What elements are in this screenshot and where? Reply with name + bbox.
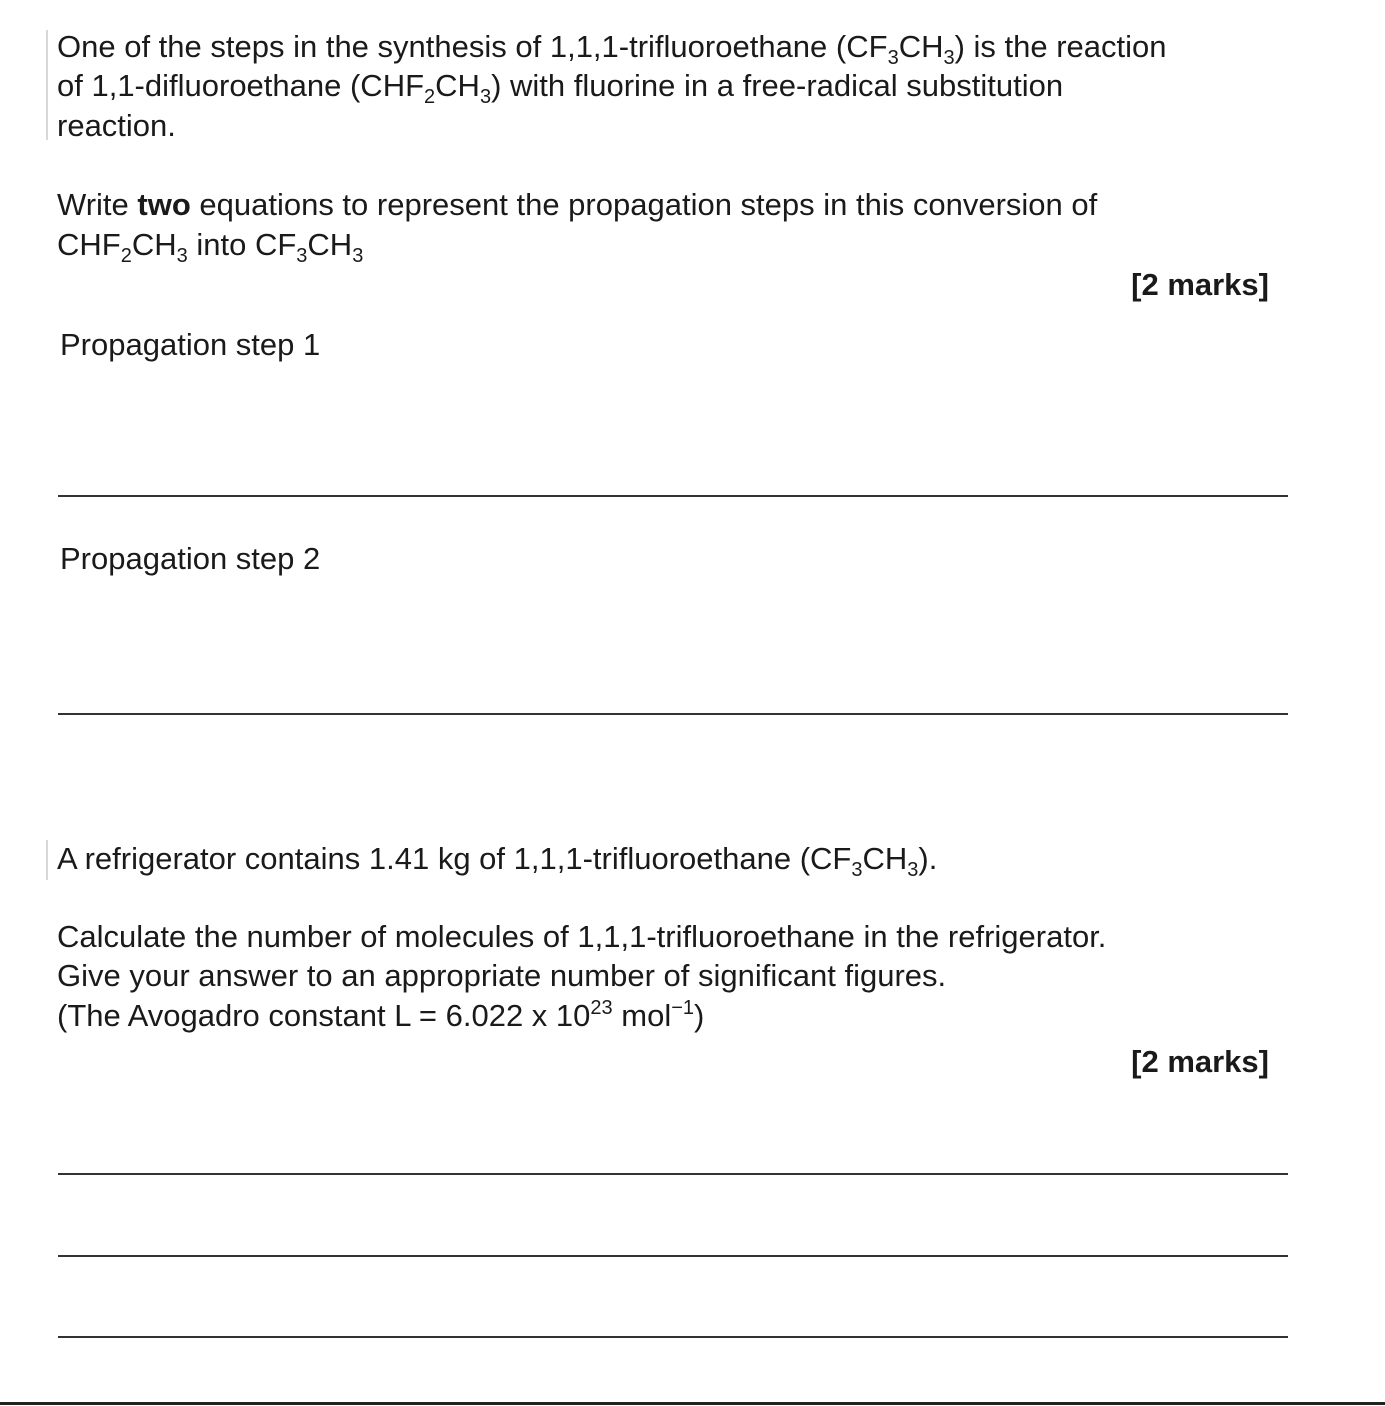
emphasis-two: two xyxy=(137,187,191,222)
calculate-line-1: Calculate the number of molecules of 1,1,1-trifluoroethane in the refrigerator. xyxy=(57,919,1107,954)
answer-line-calc-3[interactable] xyxy=(58,1336,1288,1338)
instruction-line-2: $CHF_2CH_3$ into $CF_3CH_3$ xyxy=(57,227,364,267)
question-intro-line-1: One of the steps in the synthesis of 1,1,1-trifluoroethane $(CF_3CH_3)$ is the reaction xyxy=(57,29,1167,69)
question-intro-line-3: reaction. xyxy=(57,108,176,143)
propagation-step-1-label: Propagation step 1 xyxy=(60,327,321,362)
calculate-line-2: Give your answer to an appropriate number of significant figures. xyxy=(57,958,947,993)
question-intro-line-2: of 1,1-difluoroethane $(CHF_2CH_3)$ with fluorine in a free-radical substitution xyxy=(57,68,1064,108)
instruction-line-1: Write two equations to represent the propagation steps in this conversion of xyxy=(57,187,1098,222)
answer-line-step-1[interactable] xyxy=(58,495,1288,497)
marks-label-1: [2 marks] xyxy=(1131,267,1269,302)
answer-line-calc-1[interactable] xyxy=(58,1173,1288,1175)
answer-line-calc-2[interactable] xyxy=(58,1255,1288,1257)
answer-line-step-2[interactable] xyxy=(58,713,1288,715)
marks-label-2: [2 marks] xyxy=(1131,1044,1269,1079)
refrigerator-statement: A refrigerator contains 1.41 kg of 1,1,1-trifluoroethane $(CF_3CH_3)$. xyxy=(57,841,938,881)
page-bottom-rule xyxy=(0,1402,1385,1405)
left-margin-mark-bottom xyxy=(46,840,48,880)
propagation-step-2-label: Propagation step 2 xyxy=(60,541,321,576)
avogadro-constant-line: (The Avogadro constant L = 6.022 x $10^{23}$ mol$^{-1}$) xyxy=(57,997,705,1033)
left-margin-mark-top xyxy=(46,30,48,140)
